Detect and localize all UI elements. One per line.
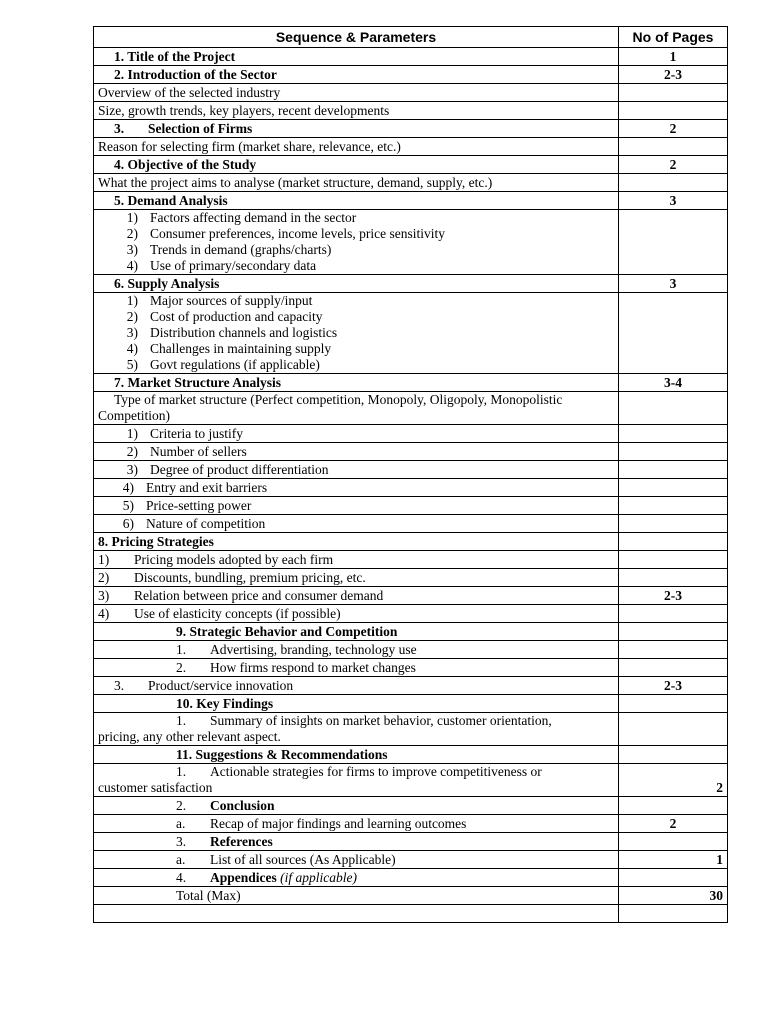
- row-market-structure: 7. Market Structure Analysis 3-4: [94, 374, 728, 392]
- list-item: 2) Cost of production and capacity: [126, 309, 323, 324]
- row-references: 3. References: [94, 833, 728, 851]
- row-sources: a. List of all sources (As Applicable) 1: [94, 851, 728, 869]
- list-item: 4) Use of primary/secondary data: [126, 258, 317, 273]
- parameters-table: [93, 26, 728, 923]
- header-sequence: Sequence & Parameters: [94, 27, 619, 48]
- row-suggestions: 11. Suggestions & Recommendations: [94, 746, 728, 764]
- row-recap: a. Recap of major findings and learning outcomes 2: [94, 815, 728, 833]
- row-respond: 2. How firms respond to market changes: [94, 659, 728, 677]
- row-pricing-models: 1) Pricing models adopted by each firm: [94, 551, 728, 569]
- row-summary: 1. Summary of insights on market behavior, customer orientation, pricing, any other relevant aspect.: [94, 713, 728, 746]
- row-price-setting: 5) Price-setting power: [94, 497, 728, 515]
- row-sellers: 2) Number of sellers: [94, 443, 728, 461]
- row-innovation: 3. Product/service innovation 2-3: [94, 677, 728, 695]
- row-total: Total (Max) 30: [94, 887, 728, 905]
- row-differentiation: 3) Degree of product differentiation: [94, 461, 728, 479]
- row-actionable: 1. Actionable strategies for firms to improve competitiveness or customer satisfaction 2: [94, 764, 728, 797]
- list-item: 5) Govt regulations (if applicable): [126, 357, 320, 372]
- row-supply: 6. Supply Analysis 3: [94, 275, 728, 293]
- row-pricing-strategies: 8. Pricing Strategies: [94, 533, 728, 551]
- row-discounts: 2) Discounts, bundling, premium pricing, etc.: [94, 569, 728, 587]
- row-price-demand: 3) Relation between price and consumer demand 2-3: [94, 587, 728, 605]
- row-objective: 4. Objective of the Study 2: [94, 156, 728, 174]
- list-item: 3) Distribution channels and logistics: [126, 325, 338, 340]
- row-demand-items: [94, 210, 728, 275]
- header-pages: No of Pages: [619, 27, 728, 48]
- row-key-findings: 10. Key Findings: [94, 695, 728, 713]
- row-selection: 3. Selection of Firms 2: [94, 120, 728, 138]
- row-aims: What the project aims to analyse (market structure, demand, supply, etc.): [94, 174, 728, 192]
- row-supply-items: [94, 293, 728, 374]
- header-row: [94, 27, 728, 48]
- row-criteria: 1) Criteria to justify: [94, 425, 728, 443]
- list-item: 3) Trends in demand (graphs/charts): [126, 242, 332, 257]
- row-barriers: 4) Entry and exit barriers: [94, 479, 728, 497]
- list-item: 2) Consumer preferences, income levels, price sensitivity: [126, 226, 446, 241]
- row-conclusion: 2. Conclusion: [94, 797, 728, 815]
- row-reason: Reason for selecting firm (market share, relevance, etc.): [94, 138, 728, 156]
- list-item: 1) Factors affecting demand in the sector: [126, 210, 357, 225]
- row-competition-nature: 6) Nature of competition: [94, 515, 728, 533]
- row-intro: 2. Introduction of the Sector 2-3: [94, 66, 728, 84]
- list-item: 4) Challenges in maintaining supply: [126, 341, 332, 356]
- row-market-type: Type of market structure (Perfect competition, Monopoly, Oligopoly, Monopolistic Competition): [94, 392, 728, 425]
- row-strategic-behavior: 9. Strategic Behavior and Competition: [94, 623, 728, 641]
- row-elasticity: 4) Use of elasticity concepts (if possible): [94, 605, 728, 623]
- row-demand: 5. Demand Analysis 3: [94, 192, 728, 210]
- list-item: 1) Major sources of supply/input: [126, 293, 313, 308]
- row-empty: [94, 905, 728, 923]
- row-size: Size, growth trends, key players, recent developments: [94, 102, 728, 120]
- row-overview: Overview of the selected industry: [94, 84, 728, 102]
- row-title: 1. Title of the Project 1: [94, 48, 728, 66]
- row-advertising: 1. Advertising, branding, technology use: [94, 641, 728, 659]
- row-appendices: 4. Appendices (if applicable): [94, 869, 728, 887]
